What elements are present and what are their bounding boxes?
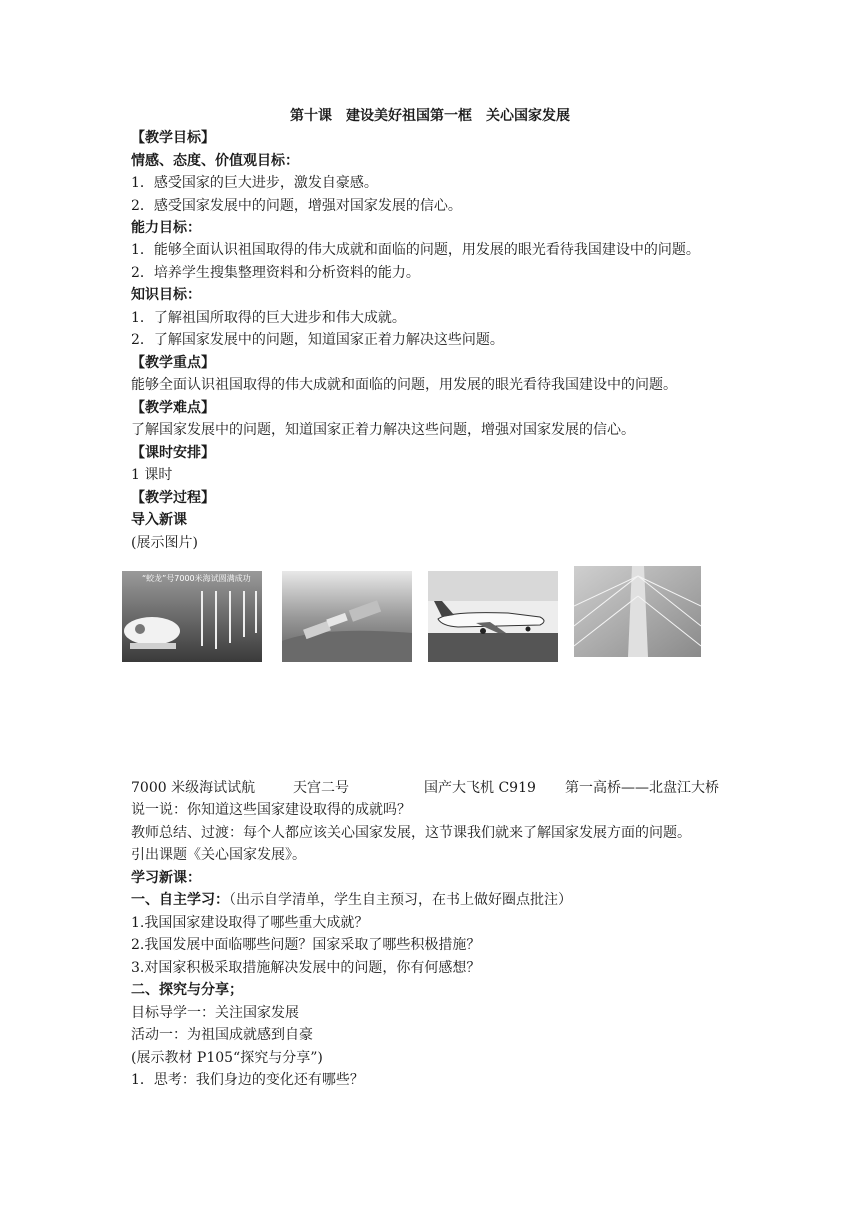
text-line: 说一说：你知道这些国家建设取得的成就吗？ xyxy=(131,802,411,818)
text-line: 引出课题《关心国家发展》。 xyxy=(131,847,306,863)
c919-airplane-graphic xyxy=(428,571,558,662)
section-heading-schedule: 【课时安排】 xyxy=(131,445,215,461)
section-heading-focus: 【教学重点】 xyxy=(131,355,215,371)
text-line: 2．了解国家发展中的问题，知道国家正着力解决这些问题。 xyxy=(131,332,504,348)
c919-airplane-image xyxy=(428,571,558,662)
text-line: 3.对国家积极采取措施解决发展中的问题，你有何感想？ xyxy=(131,960,481,976)
text-line: 2．感受国家发展中的问题，增强对国家发展的信心。 xyxy=(131,198,462,214)
jiaolong-submersible-graphic xyxy=(122,571,262,662)
image-overlay-text: “蛟龙”号7000米海试圆满成功 xyxy=(142,574,251,583)
text-line-self-study xyxy=(131,890,731,910)
caption-c919: 国产大飞机 C919 xyxy=(424,780,536,796)
subheading-new-lesson: 学习新课： xyxy=(131,870,201,886)
section-heading-objectives: 【教学目标】 xyxy=(131,130,215,146)
self-study-instructions: （出示自学清单，学生自主预习，在书上做好圈点批注） xyxy=(229,892,572,908)
caption-tiangong: 天宫二号 xyxy=(293,780,349,796)
text-line: 教师总结、过渡：每个人都应该关心国家发展，这节课我们就来了解国家发展方面的问题。 xyxy=(131,825,691,841)
text-line: 了解国家发展中的问题，知道国家正着力解决这些问题，增强对国家发展的信心。 xyxy=(131,422,635,438)
text-line: 2.我国发展中面临哪些问题？国家采取了哪些积极措施？ xyxy=(131,937,481,953)
text-line: 2．培养学生搜集整理资料和分析资料的能力。 xyxy=(131,265,420,281)
caption-bridge: 第一高桥——北盘江大桥 xyxy=(565,780,719,796)
text-line: 1．能够全面认识祖国取得的伟大成就和面临的问题，用发展的眼光看待我国建设中的问题。 xyxy=(131,242,700,258)
self-study-heading: 一、自主学习： xyxy=(131,892,229,908)
text-line: 1．感受国家的巨大进步，激发自豪感。 xyxy=(131,175,378,191)
tiangong-image xyxy=(282,571,412,662)
section-heading-difficulty: 【教学难点】 xyxy=(131,400,215,416)
subheading-intro: 导入新课 xyxy=(131,512,187,528)
text-line: (展示教材 P105“探究与分享”) xyxy=(131,1050,323,1066)
text-line: 1．了解祖国所取得的巨大进步和伟大成就。 xyxy=(131,310,406,326)
text-line: 1．思考：我们身边的变化还有哪些？ xyxy=(131,1072,364,1088)
jiaolong-submersible-image xyxy=(122,571,262,662)
text-line: 1 课时 xyxy=(131,467,173,483)
subheading-explore: 二、探究与分享； xyxy=(131,982,243,998)
text-line: (展示图片) xyxy=(131,535,198,551)
section-heading-process: 【教学过程】 xyxy=(131,490,215,506)
text-line: 能够全面认识祖国取得的伟大成就和面临的问题，用发展的眼光看待我国建设中的问题。 xyxy=(131,377,677,393)
text-line: 目标导学一：关注国家发展 xyxy=(131,1005,299,1021)
subheading-knowledge: 知识目标： xyxy=(131,287,201,303)
text-line: 活动一：为祖国成就感到自豪 xyxy=(131,1027,313,1043)
caption-jiaolong: 7000 米级海试试航 xyxy=(131,780,256,796)
text-line: 1.我国国家建设取得了哪些重大成就？ xyxy=(131,915,369,931)
bridge-graphic xyxy=(574,566,701,657)
page-title: 第十课 建设美好祖国第一框 关心国家发展 xyxy=(290,108,570,124)
subheading-emotion: 情感、态度、价值观目标： xyxy=(131,153,299,169)
subheading-ability: 能力目标： xyxy=(131,220,201,236)
beipanjiang-bridge-image xyxy=(574,566,701,657)
tiangong-graphic xyxy=(282,571,412,662)
